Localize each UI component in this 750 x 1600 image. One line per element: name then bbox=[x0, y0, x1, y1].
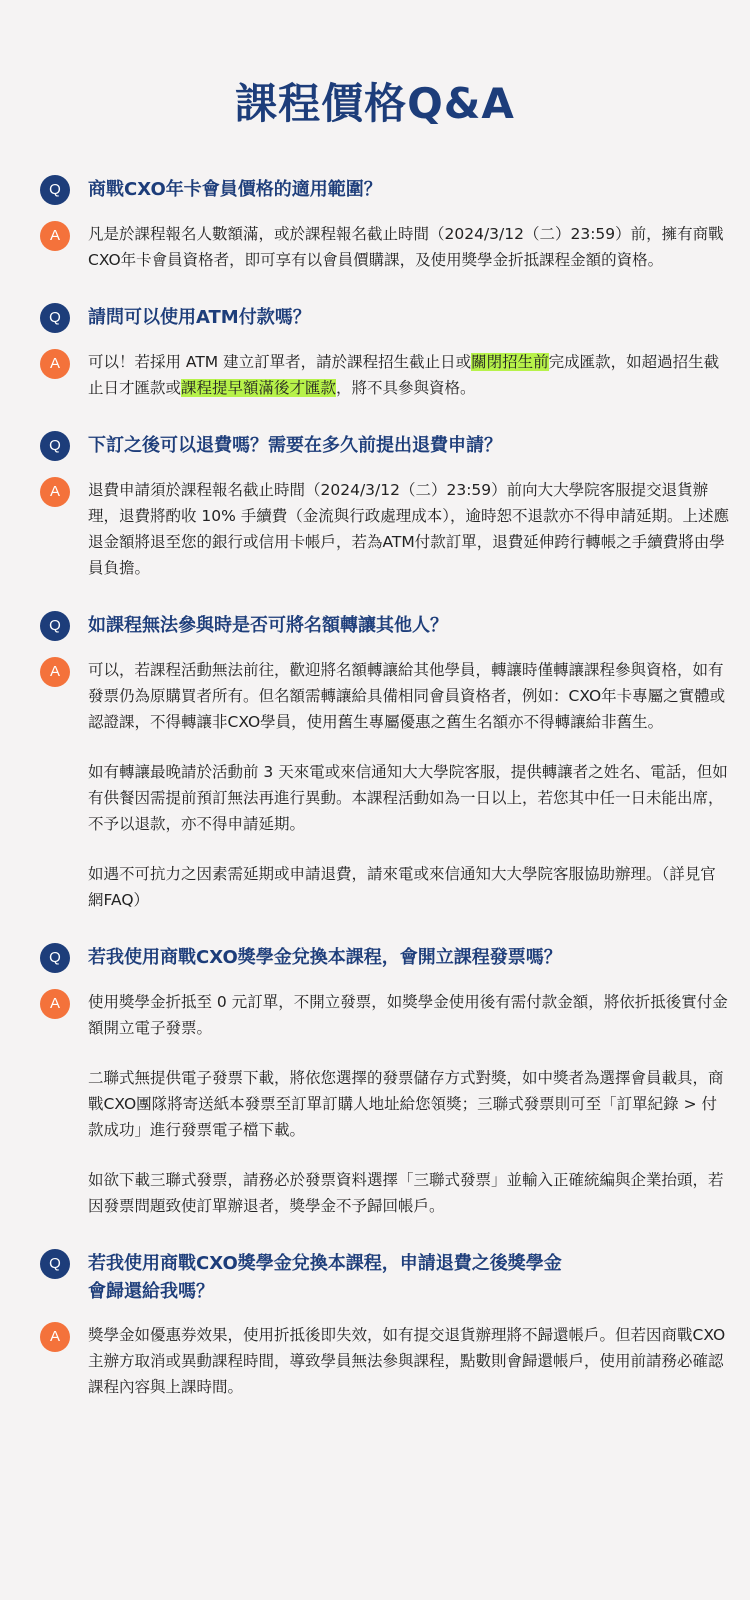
question-text: 商戰CXO年卡會員價格的適用範圍？ bbox=[88, 179, 382, 200]
question-row bbox=[40, 943, 730, 973]
page-title: 課程價格Q&A bbox=[235, 79, 515, 128]
answer-row bbox=[40, 477, 730, 581]
a-badge-icon: A bbox=[40, 989, 70, 1019]
question-text: 下訂之後可以退費嗎？需要在多久前提出退費申請？ bbox=[88, 435, 502, 456]
answer-body bbox=[88, 657, 730, 913]
answer-text: ，將不具參與資格。 bbox=[336, 379, 476, 397]
answer-row bbox=[40, 989, 730, 1219]
a-badge-icon: A bbox=[40, 349, 70, 379]
question-text: 請問可以使用ATM付款嗎？ bbox=[88, 307, 311, 328]
q-badge-icon: Q bbox=[40, 943, 70, 973]
answer-text: 可以！若採用 ATM 建立訂單者，請於課程招生截止日或 bbox=[88, 353, 472, 371]
answer-body bbox=[88, 1322, 730, 1400]
a-badge-icon: A bbox=[40, 221, 70, 251]
answer-paragraph bbox=[88, 349, 730, 401]
a-badge-icon: A bbox=[40, 477, 70, 507]
qa-list bbox=[40, 175, 730, 1430]
answer-body bbox=[88, 349, 730, 401]
answer-paragraph: 獎學金如優惠券效果，使用折抵後即失效，如有提交退貨辦理將不歸還帳戶。但若因商戰CXO主辦方取消或異動課程時間，導致學員無法參與課程，點數則會歸還帳戶，使用前請務必確認課程內容與上課時間。 bbox=[88, 1326, 726, 1396]
answer-paragraph: 如欲下載三聯式發票，請務必於發票資料選擇「三聯式發票」並輸入正確統編與企業抬頭，若因發票問題致使訂單辦退者，獎學金不予歸回帳戶。 bbox=[88, 1171, 724, 1215]
q-badge-icon: Q bbox=[40, 611, 70, 641]
answer-row bbox=[40, 657, 730, 913]
qa-item bbox=[40, 611, 730, 913]
question-row bbox=[40, 1249, 730, 1306]
qa-item bbox=[40, 1249, 730, 1400]
question-row bbox=[40, 611, 730, 641]
answer-paragraph: 退費申請須於課程報名截止時間（2024/3/12（二）23:59）前向大大學院客服提交退貨辦理，退費將酌收 10% 手續費（金流與行政處理成本），逾時恕不退款亦不得申請延期。上述應退金額將退至您的銀行或信用卡帳戶，若為ATM付款訂單，退費延伸跨行轉帳之手續費將由學員負擔。 bbox=[88, 481, 730, 577]
question-row bbox=[40, 431, 730, 461]
highlight-text: 課程提早額滿後才匯款 bbox=[181, 379, 337, 397]
answer-paragraph: 凡是於課程報名人數額滿，或於課程報名截止時間（2024/3/12（二）23:59）前，擁有商戰CXO年卡會員資格者，即可享有以會員價購課，及使用獎學金折抵課程金額的資格。 bbox=[88, 225, 724, 269]
a-badge-icon: A bbox=[40, 657, 70, 687]
q-badge-icon: Q bbox=[40, 303, 70, 333]
a-badge-icon: A bbox=[40, 1322, 70, 1352]
question-line: 若我使用商戰CXO獎學金兌換本課程，申請退費之後獎學金 bbox=[88, 1253, 562, 1274]
qa-item bbox=[40, 431, 730, 581]
question-text bbox=[88, 1249, 562, 1306]
question-line: 會歸還給我嗎？ bbox=[88, 1281, 214, 1302]
q-badge-icon: Q bbox=[40, 431, 70, 461]
qa-item bbox=[40, 943, 730, 1219]
q-badge-icon: Q bbox=[40, 175, 70, 205]
answer-body bbox=[88, 221, 730, 273]
qa-item bbox=[40, 175, 730, 273]
answer-paragraph: 如有轉讓最晚請於活動前 3 天來電或來信通知大大學院客服，提供轉讓者之姓名、電話，但如有供餐因需提前預訂無法再進行異動。本課程活動如為一日以上，若您其中任一日未能出席，不予以退款，亦不得申請延期。 bbox=[88, 763, 728, 833]
q-badge-icon: Q bbox=[40, 1249, 70, 1279]
answer-row bbox=[40, 349, 730, 401]
answer-paragraph: 可以，若課程活動無法前往，歡迎將名額轉讓給其他學員，轉讓時僅轉讓課程參與資格，如有發票仍為原購買者所有。但名額需轉讓給具備相同會員資格者，例如：CXO年卡專屬之實體或認證課，不得轉讓非CXO學員，使用舊生專屬優惠之舊生名額亦不得轉讓給非舊生。 bbox=[88, 661, 726, 731]
answer-row bbox=[40, 221, 730, 273]
answer-paragraph: 如遇不可抗力之因素需延期或申請退費，請來電或來信通知大大學院客服協助辦理。（詳見官網FAQ） bbox=[88, 865, 716, 909]
answer-body bbox=[88, 989, 730, 1219]
answer-paragraph: 使用獎學金折抵至 0 元訂單，不開立發票，如獎學金使用後有需付款金額，將依折抵後實付金額開立電子發票。 bbox=[88, 993, 728, 1037]
highlight-text: 關閉招生前 bbox=[471, 353, 549, 371]
answer-row bbox=[40, 1322, 730, 1400]
question-row bbox=[40, 303, 730, 333]
answer-body bbox=[88, 477, 730, 581]
question-row bbox=[40, 175, 730, 205]
answer-text: 完成匯款，如超過招生截止日才匯款或 bbox=[88, 353, 720, 397]
question-text: 如課程無法參與時是否可將名額轉讓其他人？ bbox=[88, 615, 448, 636]
qa-item bbox=[40, 303, 730, 401]
answer-paragraph: 二聯式無提供電子發票下載，將依您選擇的發票儲存方式對獎，如中獎者為選擇會員載具，商戰CXO團隊將寄送紙本發票至訂單訂購人地址給您領獎；三聯式發票則可至「訂單紀錄 > 付款成功」進行發票電子檔下載。 bbox=[88, 1069, 724, 1139]
question-text: 若我使用商戰CXO獎學金兌換本課程，會開立課程發票嗎？ bbox=[88, 947, 562, 968]
